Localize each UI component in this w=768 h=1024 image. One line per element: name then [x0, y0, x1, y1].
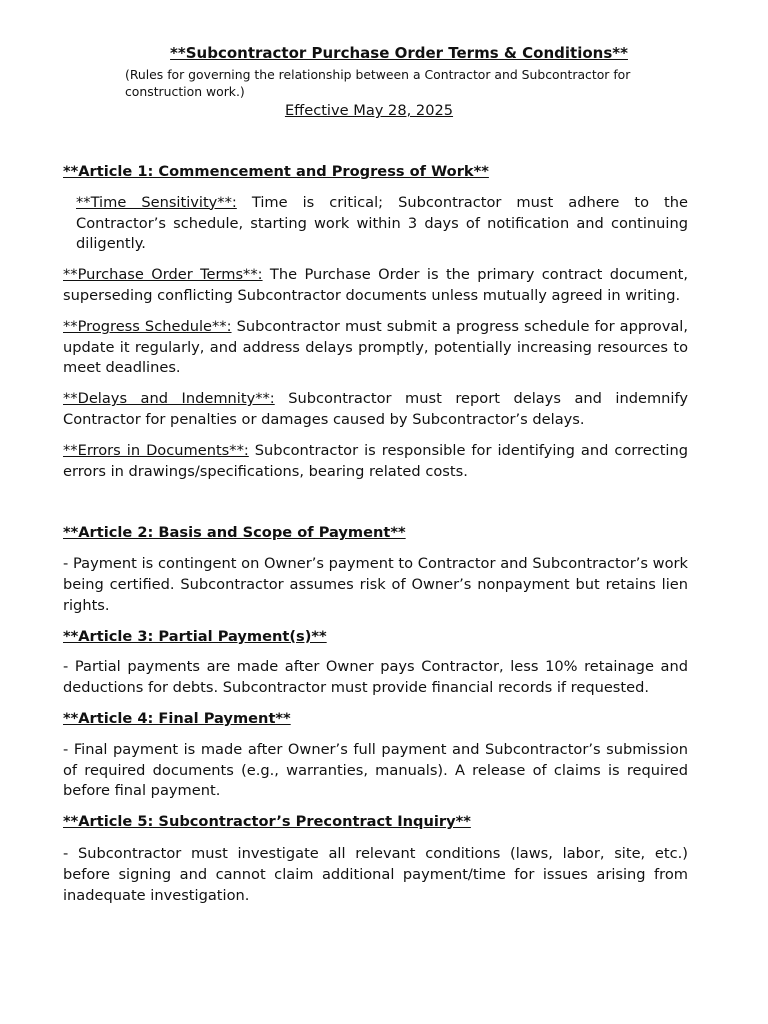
item-label: **Delays and Indemnity**:: [63, 390, 275, 408]
document-title: **Subcontractor Purchase Order Terms & Conditions**: [170, 44, 628, 62]
article-5-text: - Subcontractor must investigate all relevant conditions (laws, labor, site, etc.) before signing and cannot claim additional payment/time for issues arising from inadequate investigation.: [63, 844, 688, 904]
item-label: **Time Sensitivity**:: [76, 193, 237, 211]
item-label: **Errors in Documents**:: [63, 441, 249, 459]
item-text: Time is critical; Subcontractor must adhere to the Contractor’s schedule, starting work within 3 days of notification and continuing diligently.: [76, 193, 688, 253]
item-label: **Purchase Order Terms**:: [63, 266, 263, 284]
article-1-item-purchase-order-terms: [63, 265, 688, 307]
article-2-text: - Payment is contingent on Owner’s payment to Contractor and Subcontractor’s work being certified. Subcontractor assumes risk of Owner’s nonpayment but retains lien rights.: [63, 555, 688, 614]
article-1-heading: **Article 1: Commencement and Progress of Work**: [63, 163, 489, 180]
article-1-item-errors-documents: [63, 441, 688, 483]
article-4-heading: **Article 4: Final Payment**: [63, 709, 291, 727]
item-text: The Purchase Order is the primary contract document, superseding conflicting Subcontractor documents unless mutually agreed in writing.: [63, 266, 688, 304]
article-2-heading: **Article 2: Basis and Scope of Payment**: [63, 524, 406, 542]
article-5-heading: **Article 5: Subcontractor’s Precontract Inquiry**: [63, 813, 471, 831]
article-1-item-time-sensitivity: [63, 193, 688, 255]
article-4-text: - Final payment is made after Owner’s full payment and Subcontractor’s submission of required documents (e.g., warranties, manuals). A release of claims is required before final payment.: [63, 740, 688, 800]
item-text: Subcontractor must submit a progress schedule for approval, update it regularly, and address delays promptly, potentially increasing resources to meet deadlines.: [63, 317, 688, 377]
document-subtitle: (Rules for governing the relationship between a Contractor and Subcontractor for construction work.): [125, 67, 631, 99]
article-1-item-progress-schedule: [63, 317, 688, 379]
article-3-text: - Partial payments are made after Owner pays Contractor, less 10% retainage and deductions for debts. Subcontractor must provide financial records if requested.: [63, 658, 688, 697]
item-text: Subcontractor is responsible for identifying and correcting errors in drawings/specifications, bearing related costs.: [63, 441, 689, 480]
article-3-heading: **Article 3: Partial Payment(s)**: [63, 627, 327, 645]
effective-date: Effective May 28, 2025: [284, 102, 454, 119]
article-1-item-delays-indemnity: [63, 389, 688, 431]
document-body: [63, 162, 688, 906]
item-text: Subcontractor must report delays and indemnify Contractor for penalties or damages caused by Subcontractor’s delays.: [63, 390, 688, 428]
item-label: **Progress Schedule**:: [63, 317, 232, 335]
